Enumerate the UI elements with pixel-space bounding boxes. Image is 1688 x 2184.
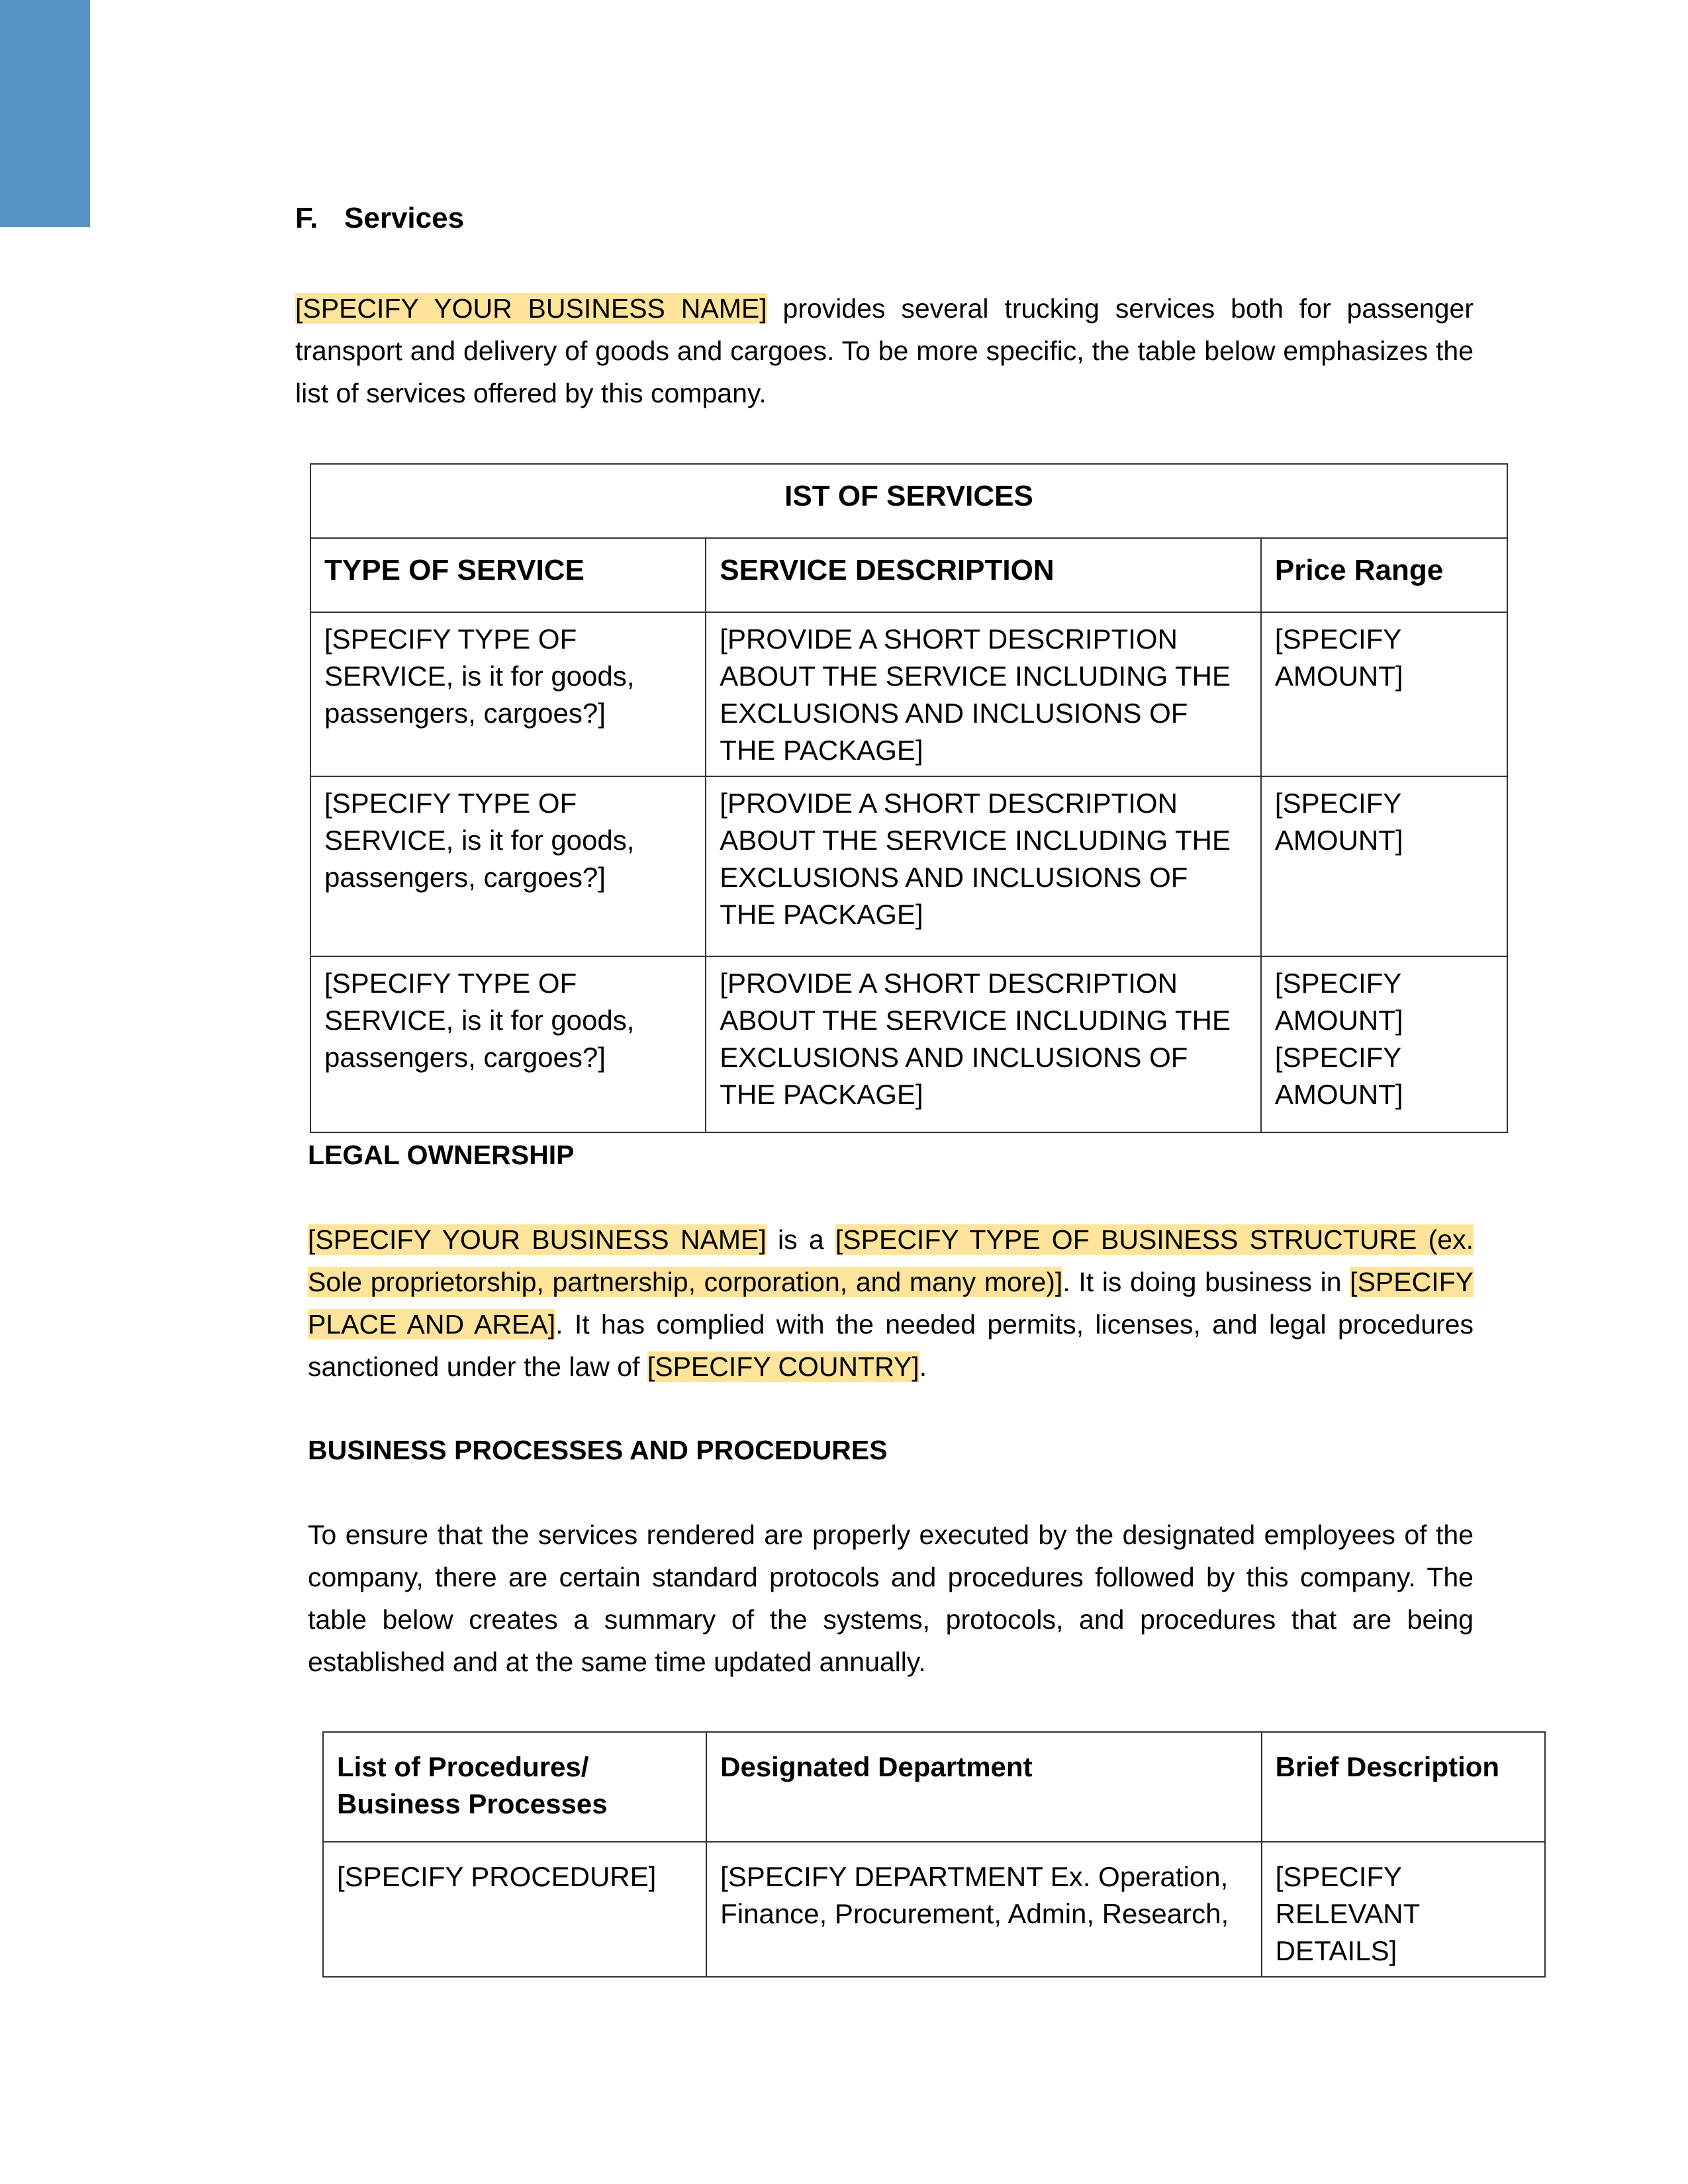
intro-paragraph: [295, 287, 1474, 414]
table-row: [310, 776, 1507, 956]
corner-tab: [0, 0, 90, 227]
section-title: Services: [344, 202, 465, 234]
header-service-description: SERVICE DESCRIPTION: [706, 538, 1261, 612]
header-type-of-service: TYPE OF SERVICE: [310, 538, 706, 612]
price-range-cell: [SPECIFY AMOUNT] [SPECIFY AMOUNT]: [1261, 956, 1507, 1132]
header-brief-description: Brief Description: [1262, 1732, 1545, 1842]
header-price-range: Price Range: [1261, 538, 1507, 612]
services-table-title-row: [310, 464, 1507, 538]
legal-text: is a: [766, 1224, 835, 1255]
service-type-cell: [SPECIFY TYPE OF SERVICE, is it for goods, passengers, cargoes?]: [310, 956, 706, 1132]
procedure-cell: [SPECIFY PROCEDURE]: [323, 1842, 706, 1977]
service-description-cell: [PROVIDE A SHORT DESCRIPTION ABOUT THE SERVICE INCLUDING THE EXCLUSIONS AND INCLUSIONS OF THE PACKAGE]: [706, 612, 1261, 776]
procedures-table-header-row: [323, 1732, 1545, 1842]
intro-text: provides several trucking services both for passenger transport and delivery of goods and cargoes. To be more specific, the table below emphasizes the list of services offered by this company.: [295, 293, 1474, 408]
legal-text: .: [919, 1351, 927, 1382]
service-type-cell: [SPECIFY TYPE OF SERVICE, is it for goods, passengers, cargoes?]: [310, 612, 706, 776]
legal-ownership-heading: LEGAL OWNERSHIP: [308, 1140, 575, 1170]
business-structure-placeholder: [SPECIFY TYPE OF BUSINESS STRUCTURE (ex. Sole proprietorship, partnership, corporation, and many more)]: [308, 1224, 1474, 1297]
business-processes-paragraph: To ensure that the services rendered are properly executed by the designated employees of the company, there are certain standard protocols and procedures followed by this company. The table below creates a summary of the systems, protocols, and procedures that are being established and at the same time updated annually.: [308, 1520, 1474, 1677]
business-name-placeholder: [SPECIFY YOUR BUSINESS NAME]: [295, 293, 767, 324]
price-range-cell: [SPECIFY AMOUNT]: [1261, 612, 1507, 776]
country-placeholder: [SPECIFY COUNTRY]: [647, 1351, 919, 1382]
header-list-of-procedures: List of Procedures/ Business Processes: [323, 1732, 706, 1842]
department-cell: [SPECIFY DEPARTMENT Ex. Operation, Finance, Procurement, Admin, Research,: [706, 1842, 1262, 1977]
table-row: [310, 612, 1507, 776]
services-table: [310, 463, 1508, 1133]
procedures-table: [322, 1731, 1546, 1978]
place-area-placeholder: [SPECIFY PLACE AND AREA]: [308, 1267, 1474, 1340]
service-description-cell: [PROVIDE A SHORT DESCRIPTION ABOUT THE SERVICE INCLUDING THE EXCLUSIONS AND INCLUSIONS OF THE PACKAGE]: [706, 776, 1261, 956]
services-table-header-row: [310, 538, 1507, 612]
section-letter: F.: [295, 202, 318, 234]
legal-text: . It has complied with the needed permits, licenses, and legal procedures sanctioned under the law of: [308, 1309, 1474, 1382]
table-row: [310, 956, 1507, 1132]
table-row: [323, 1842, 1545, 1977]
service-description-cell: [PROVIDE A SHORT DESCRIPTION ABOUT THE SERVICE INCLUDING THE EXCLUSIONS AND INCLUSIONS OF THE PACKAGE]: [706, 956, 1261, 1132]
legal-ownership-paragraph: [308, 1218, 1474, 1388]
header-designated-department: Designated Department: [706, 1732, 1262, 1842]
services-table-title: IST OF SERVICES: [310, 464, 1507, 538]
price-range-cell: [SPECIFY AMOUNT]: [1261, 776, 1507, 956]
description-cell: [SPECIFY RELEVANT DETAILS]: [1262, 1842, 1545, 1977]
legal-text: . It is doing business in: [1062, 1267, 1350, 1297]
business-processes-heading: BUSINESS PROCESSES AND PROCEDURES: [308, 1435, 888, 1465]
service-type-cell: [SPECIFY TYPE OF SERVICE, is it for goods, passengers, cargoes?]: [310, 776, 706, 956]
section-heading: [295, 197, 464, 240]
business-name-placeholder: [SPECIFY YOUR BUSINESS NAME]: [308, 1224, 767, 1255]
